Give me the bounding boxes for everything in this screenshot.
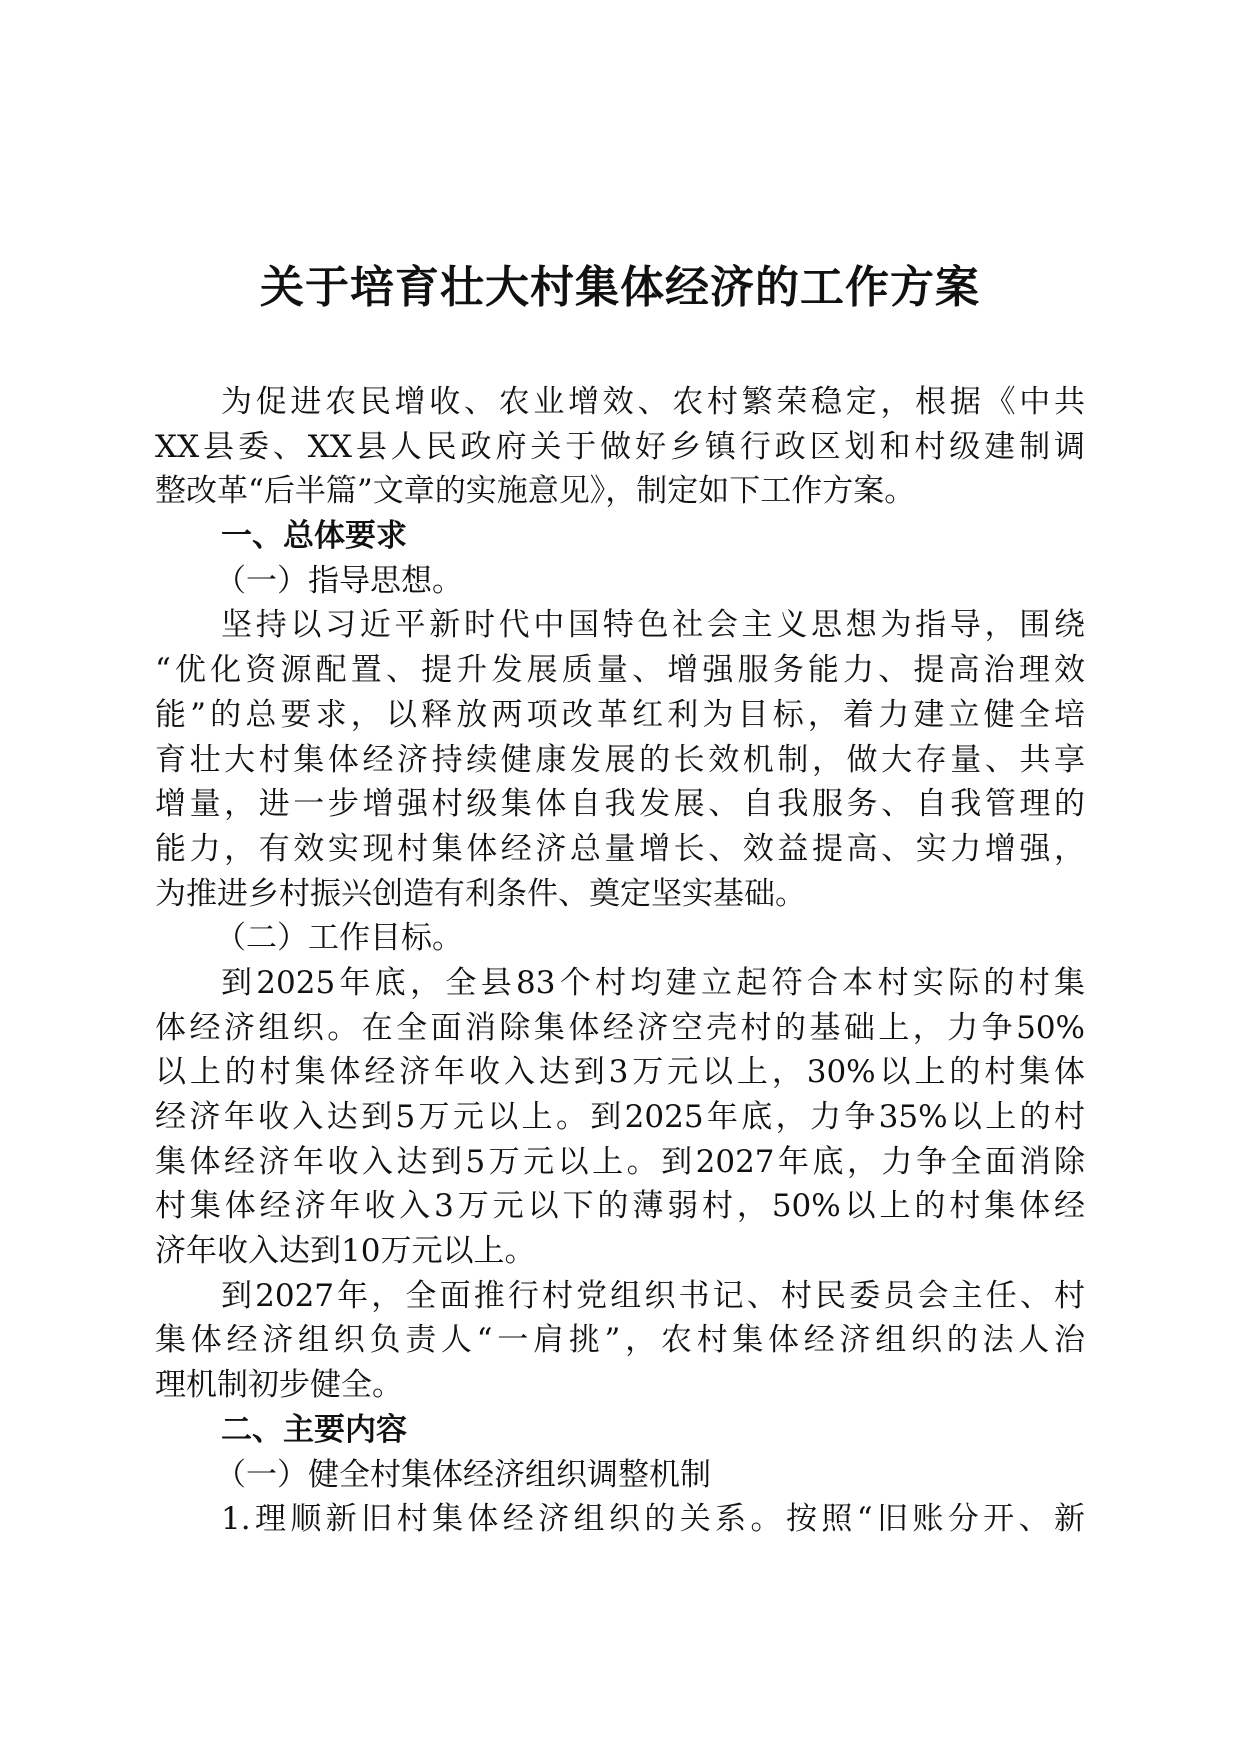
paragraph-line: XX县委、XX县人民政府关于做好乡镇行政区划和村级建制调	[155, 428, 1085, 465]
document-title: 关于培育壮大村集体经济的工作方案	[260, 262, 980, 313]
paragraph-line: 能”的总要求，以释放两项改革红利为目标，着力建立健全培	[155, 696, 1085, 733]
paragraph-line: 济年收入达到10万元以上。	[155, 1233, 536, 1270]
paragraph-line: 集体经济年收入达到5万元以上。到2027年底，力争全面消除	[155, 1143, 1085, 1180]
paragraph-line: 理机制初步健全。	[155, 1367, 403, 1404]
paragraph-line: 坚持以习近平新时代中国特色社会主义思想为指导，围绕	[221, 607, 1085, 644]
subsection-heading: （一）指导思想。	[215, 562, 463, 599]
paragraph-line: 为促进农民增收、农业增效、农村繁荣稳定，根据《中共	[221, 384, 1085, 420]
paragraph-line: 体经济组织。在全面消除集体经济空壳村的基础上，力争50%	[155, 1009, 1085, 1046]
paragraph-line: 到2027年，全面推行村党组织书记、村民委员会主任、村	[221, 1277, 1085, 1314]
paragraph-line: 经济年收入达到5万元以上。到2025年底，力争35%以上的村	[155, 1099, 1085, 1135]
paragraph-line: 增量，进一步增强村级集体自我发展、自我服务、自我管理的	[155, 786, 1085, 823]
paragraph-line: 能力，有效实现村集体经济总量增长、效益提高、实力增强，	[155, 830, 1085, 867]
subsection-heading: （一）健全村集体经济组织调整机制	[215, 1456, 711, 1493]
document-body	[155, 380, 1085, 1542]
section-heading: 二、主要内容	[221, 1411, 407, 1448]
paragraph-line: 1.理顺新旧村集体经济组织的关系。按照“旧账分开、新	[221, 1501, 1085, 1538]
paragraph-line: 村集体经济年收入3万元以下的薄弱村，50%以上的村集体经	[155, 1188, 1085, 1225]
subsection-heading: （二）工作目标。	[215, 920, 463, 957]
paragraph-line: 为推进乡村振兴创造有利条件、奠定坚实基础。	[155, 875, 806, 912]
paragraph-line: 整改革“后半篇”文章的实施意见》，制定如下工作方案。	[155, 473, 916, 510]
paragraph-line: “优化资源配置、提升发展质量、增强服务能力、提高治理效	[155, 652, 1085, 689]
paragraph-line: 集体经济组织负责人“一肩挑”，农村集体经济组织的法人治	[155, 1322, 1085, 1359]
paragraph-line: 到2025年底，全县83个村均建立起符合本村实际的村集	[221, 964, 1085, 1001]
paragraph-line: 育壮大村集体经济持续健康发展的长效机制，做大存量、共享	[155, 741, 1085, 778]
paragraph-line: 以上的村集体经济年收入达到3万元以上，30%以上的村集体	[155, 1054, 1085, 1091]
section-heading: 一、总体要求	[221, 518, 407, 555]
